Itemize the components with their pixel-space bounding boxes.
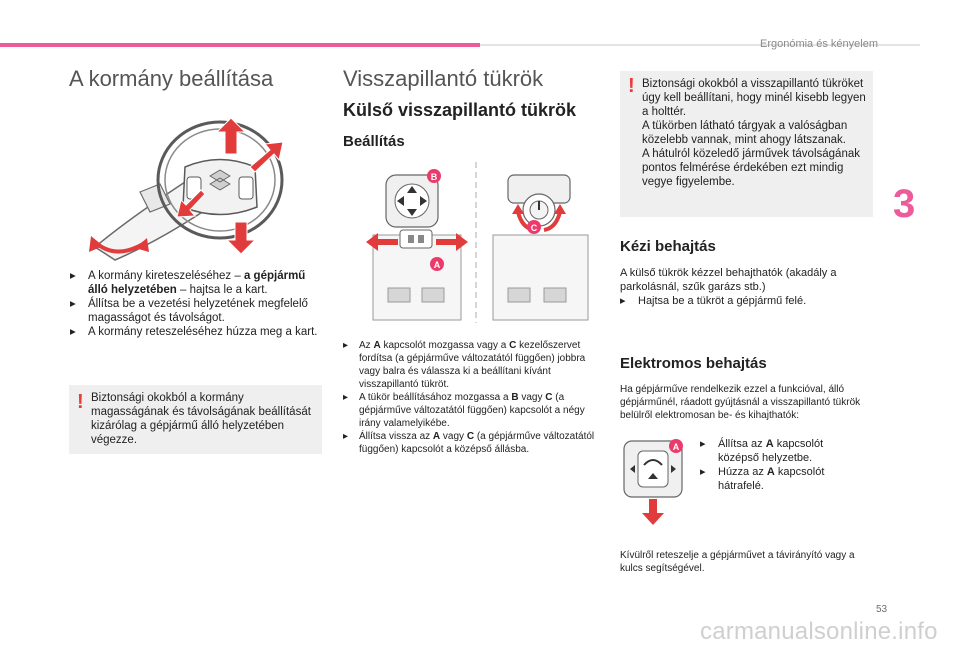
steering-warning-box <box>69 385 322 454</box>
mirror-controls-illustration <box>358 160 598 325</box>
bullet-marker: ▸ <box>343 431 349 442</box>
bullet-marker: ▸ <box>620 295 626 307</box>
label-A: A <box>433 260 441 270</box>
mirrors-bullet-list <box>343 339 603 456</box>
manual-fold-bullets <box>620 294 872 308</box>
mirrors-subtitle: Külső visszapillantó tükrök <box>343 100 577 120</box>
label-B: B <box>430 172 438 182</box>
list-item: ▸ Állítsa vissza az A vagy C (a gépjárműve változatától függően) kapcsolót a középső állásba. <box>343 431 595 455</box>
manual-fold-text: A külső tükrök kézzel behajthatók (akadály a parkolásnál, szűk garázs stb.) <box>620 267 837 293</box>
mirror-warning-box <box>620 71 873 217</box>
bullet-marker: ▸ <box>70 270 76 282</box>
mirrors-title: Visszapillantó tükrök <box>343 66 544 91</box>
watermark: carmanualsonline.info <box>700 618 938 645</box>
list-item: ▸ Húzza az A kapcsolót hátrafelé. <box>700 466 825 492</box>
steering-title: A kormány beállítása <box>69 66 274 91</box>
warning-icon: ! <box>628 75 635 97</box>
bullet-marker: ▸ <box>700 438 706 450</box>
electric-fold-footer: Kívülről reteszelje a gépjárművet a távirányító vagy a kulcs segítségével. <box>620 550 855 574</box>
bullet-marker: ▸ <box>343 392 349 403</box>
bullet-marker: ▸ <box>70 326 76 338</box>
electric-fold-heading: Elektromos behajtás <box>620 355 767 372</box>
list-item: ▸ Állítsa be a vezetési helyzetének megfelelő magasságot és távolságot. <box>70 298 308 324</box>
fold-switch-illustration <box>620 435 690 527</box>
list-item: ▸ A tükör beállításához mozgassa a B vagy C (a gépjárműve változatától függően) kapcsolót a négy irány valamelyikébe. <box>343 392 585 429</box>
electric-fold-text: Ha gépjárműve rendelkezik ezzel a funkcióval, álló gépjárműnél, ráadott gyújtásnál a visszapillantó tükrök belülről elektromosan be- és kihajthatók: <box>620 384 861 421</box>
running-header: Ergonómia és kényelem <box>759 38 878 50</box>
steering-wheel-illustration <box>85 112 295 262</box>
mirror-warning-text: Biztonsági okokból a visszapillantó tükröket úgy kell beállítani, hogy minél kisebb legyen a holttér. A tükörben látható tárgyak a valóságban közelebb vannak, mint ahogy látszanak. A hátulról közeledő járművek távolságának pontos felmérése érdekében ezt mindig vegye figyelembe. <box>642 78 866 188</box>
manual-fold-heading: Kézi behajtás <box>620 238 716 255</box>
list-item: ▸ Hajtsa be a tükröt a gépjármű felé. <box>620 295 807 307</box>
top-accent-bar <box>0 43 480 47</box>
chapter-number: 3 <box>893 182 916 226</box>
label-C: C <box>530 223 538 233</box>
adjust-heading: Beállítás <box>343 133 405 150</box>
list-item: ▸ A kormány kireteszeléséhez – a gépjármű álló helyzetében – hajtsa le a kart. <box>70 270 306 296</box>
steering-bullet-list <box>70 269 322 339</box>
bullet-marker: ▸ <box>700 466 706 478</box>
steering-warning-text: Biztonsági okokból a kormány magasságának és távolságának beállítását kizárólag a gépjármű álló helyzetében végezze. <box>91 392 311 446</box>
bullet-marker: ▸ <box>70 298 76 310</box>
warning-icon: ! <box>77 391 84 413</box>
label-A: A <box>672 442 680 452</box>
list-item: ▸ Az A kapcsolót mozgassa vagy a C kezelőszervet fordítsa (a gépjárműve változatától függően) jobbra vagy balra és válassza ki a beállítani kívánt visszapillantó tükröt. <box>343 340 586 390</box>
bullet-marker: ▸ <box>343 340 349 351</box>
electric-fold-bullets <box>700 437 860 493</box>
page-number: 53 <box>876 604 888 615</box>
list-item: ▸ A kormány reteszeléséhez húzza meg a kart. <box>70 326 318 338</box>
list-item: ▸ Állítsa az A kapcsolót középső helyzetbe. <box>700 438 824 464</box>
